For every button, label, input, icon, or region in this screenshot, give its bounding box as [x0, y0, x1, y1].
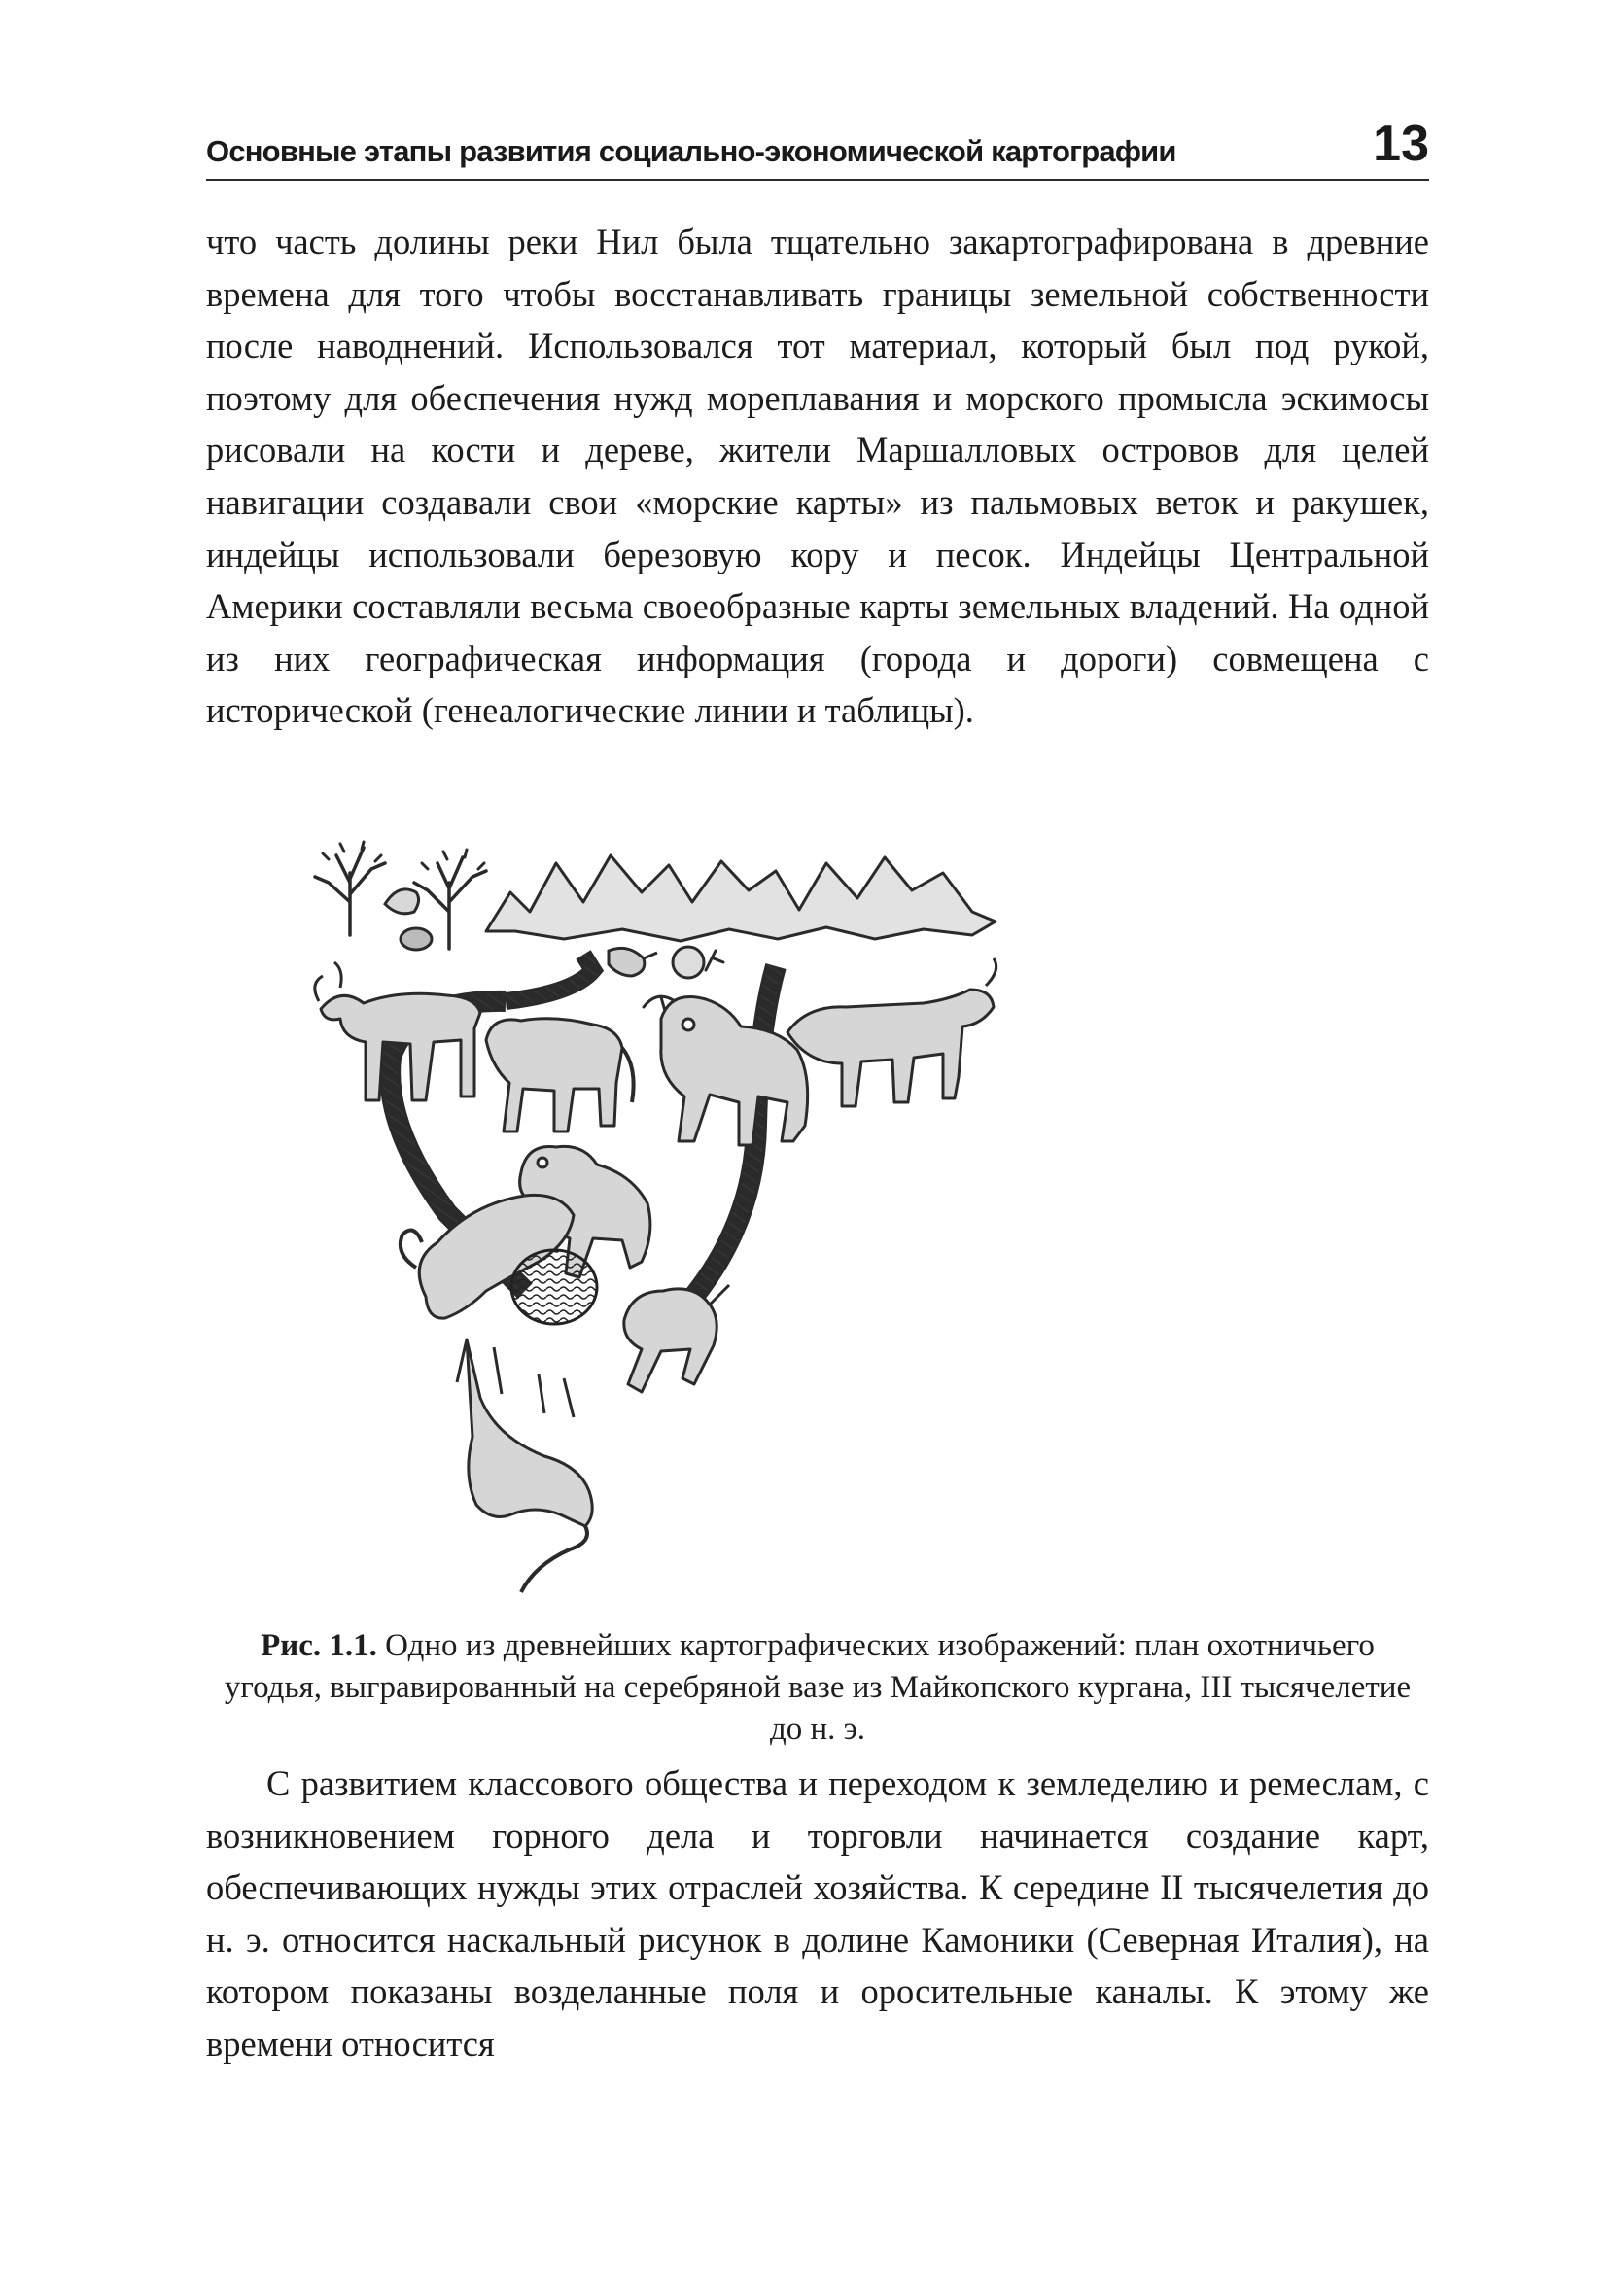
- lion-center: [661, 997, 808, 1146]
- dog-right: [624, 1285, 729, 1392]
- tree-left: [315, 842, 385, 935]
- bird-on-tree: [385, 889, 432, 950]
- bull-right: [787, 958, 996, 1106]
- page-number: 13: [1373, 116, 1429, 172]
- horse-center-left: [486, 1019, 634, 1131]
- figure-caption-label: Рис. 1.1.: [261, 1628, 377, 1663]
- bird-center: [609, 948, 657, 976]
- figure-caption-text: Одно из древнейших картографических изображений: план охотничьего угодья, выгравированный на серебряной вазе из Майкопского кургана, III тысячелетие до н. э.: [224, 1628, 1412, 1747]
- engraving-illustration: [301, 834, 1342, 1602]
- mountain-ridge: [486, 855, 996, 941]
- running-title: Основные этапы развития социально-экономической картографии: [206, 134, 1176, 168]
- lake-center: [511, 1250, 597, 1324]
- paragraph-2: С развитием классового общества и переходом к земледелию и ремеслам, с возникновением горного дела и торговли начинается создание карт, обеспечивающих нужды этих отраслей хозяйства. К середине II тысячелетия до н. э. относится наскальный рисунок в долине Камоники (Северная Италия), на котором показаны возделанные поля и оросительные каналы. К этому же времени относится: [206, 1763, 1429, 2064]
- maikop-vase-engraving-figure: [301, 834, 1342, 1602]
- paragraph-1: что часть долины реки Нил была тщательно закартографирована в древние времена для того чтобы восстанавливать границы земельной собственности после наводнений. Использовался тот материал, который был под рукой, поэтому для обеспечения нужд мореплавания и морского промысла эскимосы рисовали на кости и дереве, жители Маршалловых островов для целей навигации создавали свои «морские карты» из пальмовых веток и ракушек, индейцы использовали березовую кору и песок. Индейцы Центральной Америки составляли весьма своеобразные карты земельных владений. На одной из них географическая информация (города и дороги) совмещена с исторической (генеалогические линии и таблицы).: [206, 222, 1429, 731]
- running-head: [206, 115, 1429, 181]
- figure-caption: [224, 1625, 1412, 1751]
- animal-upside-down: [457, 1339, 592, 1592]
